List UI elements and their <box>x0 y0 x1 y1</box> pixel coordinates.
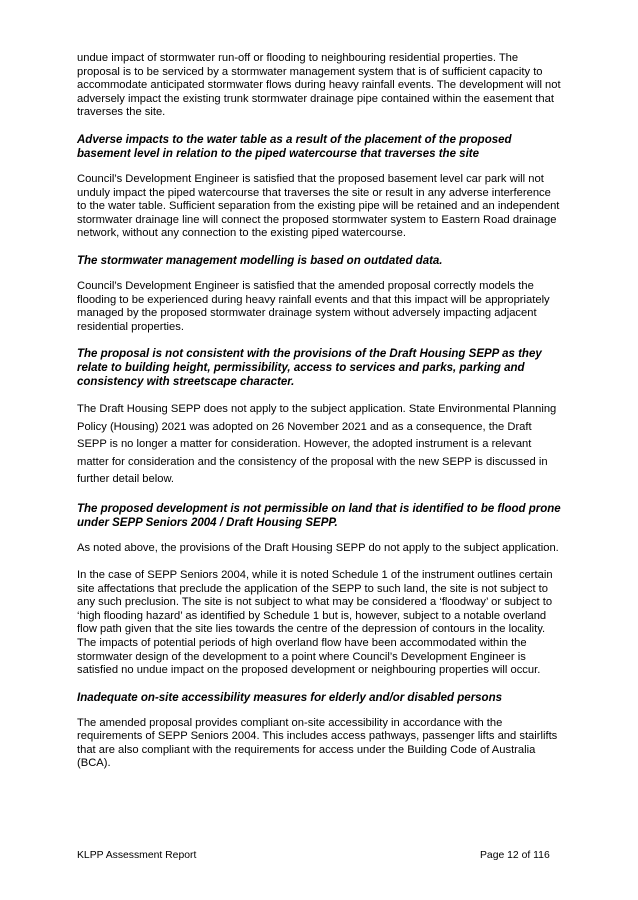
heading-water-table: Adverse impacts to the water table as a result of the placement of the proposed basement level in relation to the piped watercourse that traverses the site <box>77 133 512 160</box>
paragraph-modelling: Council’s Development Engineer is satisfied that the amended proposal correctly models the flooding to be experienced during heavy rainfall events and that this impact will be appropriately managed by the proposed stormwater drainage system without adversely impacting adjacent residential properties. <box>77 279 550 333</box>
page-current: 12 <box>507 850 519 861</box>
heading-flood-prone: The proposed development is not permissible on land that is identified to be flood prone under SEPP Seniors 2004 / Draft Housing SEPP. <box>77 503 561 530</box>
heading-accessibility: Inadequate on-site accessibility measures for elderly and/or disabled persons <box>77 691 503 704</box>
paragraph-water-table: Council’s Development Engineer is satisfied that the proposed basement level car park will not unduly impact the piped watercourse that traverses the site or result in any adverse interference to the water table. Sufficient separation from the existing pipe will be retained and an independent stormwater drainage line will connect the proposed stormwater system to Eastern Road drainage network, without any connection to the existing piped watercourse. <box>77 172 560 240</box>
paragraph-sepp-seniors: In the case of SEPP Seniors 2004, while it is noted Schedule 1 of the instrument outlines certain site affectations that preclude the application of the SEPP to such land, the site is not subject to any such preclusion. The site is not subject to what may be considered a ‘floodway’ or subject to ‘high flooding hazard’ as identified by Schedule 1 but is, however, subject to a notable overland flow path given that the site lies towards the centre of the depression of contours in the locality. The impacts of potential periods of high overland flow have been accommodated within the stormwater design of the development to a point where Council’s Development Engineer is satisfied no undue impact on the proposed development or neighbouring properties will occur. <box>77 568 553 677</box>
paragraph-accessibility: The amended proposal provides compliant on-site accessibility in accordance with the requirements of SEPP Seniors 2004. This includes access pathways, passenger lifts and stairlifts that are also compliant with the requirements for access under the Building Code of Australia (BCA). <box>77 716 558 770</box>
heading-modelling-outdated: The stormwater management modelling is based on outdated data. <box>77 254 443 267</box>
page-of: of <box>518 850 534 861</box>
footer-report-title: KLPP Assessment Report <box>77 850 197 861</box>
paragraph-noted-above: As noted above, the provisions of the Draft Housing SEPP do not apply to the subject application. <box>77 542 559 555</box>
document-body <box>77 52 561 784</box>
page-total: 116 <box>533 850 550 861</box>
footer-page-number <box>480 850 550 862</box>
heading-draft-housing-sepp: The proposal is not consistent with the provisions of the Draft Housing SEPP as they relate to building height, permissibility, access to services and parks, parking and consistency with streetscape character. <box>77 348 542 389</box>
paragraph-stormwater-impact: undue impact of stormwater run-off or flooding to neighbouring residential properties. The proposal is to be serviced by a stormwater management system that is of sufficient capacity to accommodate anticipated stormwater flows during heavy rainfall events. The development will not adversely impact the existing trunk stormwater drainage pipe contained within the easement that traverses the site. <box>77 52 561 119</box>
page-label: Page <box>480 850 508 861</box>
paragraph-draft-housing-sepp: The Draft Housing SEPP does not apply to the subject application. State Environmental Planning Policy (Housing) 2021 was adopted on 26 November 2021 and as a consequence, the Draft SEPP is no longer a matter for consideration. However, the adopted instrument is a relevant matter for consideration and the consistency of the proposal with the new SEPP is discussed in further detail below. <box>77 403 557 485</box>
